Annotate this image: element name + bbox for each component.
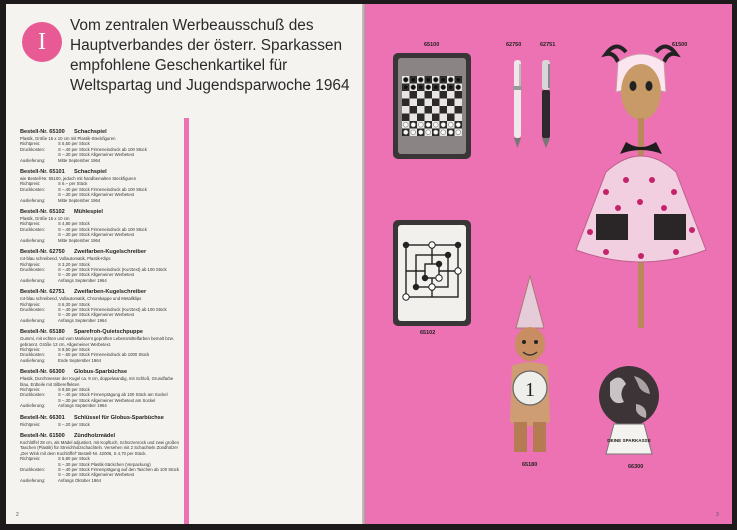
chess-square bbox=[440, 91, 448, 99]
product-name: Zweifarben-Kugelschreiber bbox=[74, 249, 147, 256]
order-number: Bestell-Nr. 65101 bbox=[20, 169, 65, 176]
detail-label: Richtpreis: bbox=[20, 456, 41, 462]
detail-label: Druckkosten: bbox=[20, 306, 46, 312]
chess-square bbox=[417, 91, 425, 99]
product-entry-header bbox=[20, 329, 182, 336]
detail-value: S –.40 per Stück Firmeneindruck ab 100 Stück bbox=[58, 186, 147, 192]
chess-square bbox=[417, 99, 425, 107]
detail-label: Druckkosten: bbox=[20, 146, 46, 152]
chess-set-image bbox=[392, 52, 472, 160]
chess-square bbox=[440, 99, 448, 107]
detail-label: Auslieferung: bbox=[20, 237, 46, 243]
order-number: Bestell-Nr. 65180 bbox=[20, 329, 65, 336]
detail-label: Richtpreis: bbox=[20, 346, 41, 352]
detail-value: S –.30 per Stück Allgemeiner Werbetext bbox=[58, 192, 135, 198]
chess-piece bbox=[411, 85, 416, 90]
chess-piece bbox=[456, 122, 461, 127]
detail-label: Richtpreis: bbox=[20, 181, 41, 187]
chess-square bbox=[402, 91, 410, 99]
product-entry bbox=[20, 249, 182, 283]
product-entry bbox=[20, 169, 182, 203]
page-number-right: 3 bbox=[716, 512, 719, 518]
product-entry bbox=[20, 433, 182, 483]
detail-value: S 3,20 per Stück bbox=[58, 261, 90, 267]
order-number: Bestell-Nr. 65100 bbox=[20, 129, 65, 135]
pen-62751 bbox=[542, 60, 550, 148]
left-page bbox=[6, 4, 364, 524]
product-entry bbox=[20, 329, 182, 363]
product-detail-row bbox=[20, 278, 182, 283]
chess-square bbox=[425, 91, 433, 99]
chess-piece bbox=[448, 122, 453, 127]
accent-bar bbox=[184, 118, 189, 524]
chess-square bbox=[410, 91, 418, 99]
detail-value: S 8,50 per Stück bbox=[58, 387, 90, 392]
page-number-left: 2 bbox=[16, 512, 19, 518]
label-mill: 65102 bbox=[420, 330, 436, 336]
detail-label: Druckkosten: bbox=[20, 352, 46, 358]
detail-label: Auslieferung: bbox=[20, 403, 46, 409]
product-detail-row bbox=[20, 198, 182, 203]
product-description: Plastik, Durchmesser der Kugel ca. 9 cm, doppelwandig, mit Schloß, Grundfarbe blau, Erdteile mit Silbereffekten bbox=[20, 376, 174, 387]
product-description: Plastik, Größe 15 x 10 cm mit Plastik-Steckfiguren bbox=[20, 136, 116, 141]
product-detail-row bbox=[20, 158, 182, 163]
order-number: Bestell-Nr. 62750 bbox=[20, 249, 65, 256]
chess-square bbox=[425, 106, 433, 114]
chess-piece bbox=[441, 130, 446, 135]
chess-piece bbox=[418, 130, 423, 135]
chess-square bbox=[447, 106, 455, 114]
chess-piece bbox=[441, 122, 446, 127]
detail-label: Richtpreis: bbox=[20, 221, 41, 227]
detail-value: Mitte September 1964 bbox=[58, 157, 101, 163]
chess-square bbox=[432, 99, 440, 107]
detail-value: S 5,50 per Stück bbox=[58, 141, 90, 147]
chess-piece bbox=[411, 122, 416, 127]
product-name: Zweifarben-Kugelschreiber bbox=[74, 289, 147, 296]
detail-label: Richtpreis: bbox=[20, 387, 41, 392]
product-description: rot-blau schreibend, Vollautomatik, Chromkappe und Metallklips bbox=[20, 296, 142, 302]
chess-piece bbox=[426, 77, 431, 82]
product-description: Kochlöffel 28 cm, als Mädel adjustiert, mit Kopftuch, Schürzenrock und zwei großen Taschen (Plastik) für Streichholzschachteln. Versehen mit 2 Schachteln Zündhölzer „Der Wink mit dem Kochlöffel" Bestell-Nr. 42006, S 4,70 per Stück. bbox=[20, 440, 179, 456]
chess-piece bbox=[456, 130, 461, 135]
detail-value: S –.40 per Stück Firmeneindruck (Kurztext) ab 100 Stück bbox=[58, 306, 167, 312]
mill-game-image bbox=[392, 219, 472, 327]
detail-value: Ende September 1964 bbox=[58, 357, 102, 363]
detail-value: Anfangs Oktober 1964 bbox=[58, 477, 101, 483]
product-detail-row bbox=[20, 238, 182, 243]
detail-value: S –.30 per Stück Allgemeiner Werbetext bbox=[58, 232, 135, 238]
chess-square bbox=[410, 106, 418, 114]
detail-value: S 4,80 per Stück bbox=[58, 221, 90, 227]
label-pen-2: 62751 bbox=[540, 42, 556, 48]
chess-piece bbox=[418, 77, 423, 82]
order-number: Bestell-Nr. 61500 bbox=[20, 433, 65, 440]
chess-square bbox=[447, 99, 455, 107]
chess-piece bbox=[433, 85, 438, 90]
product-detail-row bbox=[20, 422, 182, 427]
product-detail-row bbox=[20, 478, 182, 483]
chess-piece bbox=[426, 122, 431, 127]
detail-value: S 6,30 per Stück bbox=[58, 301, 90, 307]
detail-value: Anfangs September 1964 bbox=[58, 277, 107, 283]
page-heading bbox=[70, 16, 364, 96]
chess-piece bbox=[433, 130, 438, 135]
label-globe: 66300 bbox=[628, 464, 644, 470]
chess-piece bbox=[448, 130, 453, 135]
detail-value: S –.40 per Stück Firmenprägung ab 100 Stück am Sockel bbox=[58, 392, 168, 398]
product-entry-header bbox=[20, 289, 182, 296]
chess-piece bbox=[418, 85, 423, 90]
chess-square bbox=[432, 114, 440, 122]
chess-square bbox=[455, 99, 463, 107]
chess-piece bbox=[426, 130, 431, 135]
order-number: Bestell-Nr. 62751 bbox=[20, 289, 65, 296]
detail-value: Mitte September 1964 bbox=[58, 237, 101, 243]
detail-label: Druckkosten: bbox=[20, 467, 46, 473]
right-page bbox=[366, 4, 732, 524]
chess-square bbox=[447, 114, 455, 122]
chess-square bbox=[440, 106, 448, 114]
chess-piece bbox=[426, 85, 431, 90]
detail-label: Richtpreis: bbox=[20, 421, 41, 427]
pens-image bbox=[508, 56, 558, 152]
product-description: Gummi, mit echten und vom Markiarnt geprüften Lebensmittelfarben bemalt bzw. gebrannt. Größe 13 cm, Allgemeiner Werbetext. bbox=[20, 336, 174, 347]
chess-square bbox=[432, 106, 440, 114]
chess-piece bbox=[403, 130, 408, 135]
detail-label: Druckkosten: bbox=[20, 186, 46, 192]
heading-line: Vom zentralen Werbeausschuß des bbox=[70, 17, 314, 34]
chess-piece bbox=[456, 77, 461, 82]
detail-value: S –.30 per Stück Allgemeiner Werbetext bbox=[58, 312, 135, 318]
detail-value: S –.40 per Stück Firmeneindruck ab 100 Stück bbox=[58, 226, 147, 232]
detail-label: Druckkosten: bbox=[20, 226, 46, 232]
chess-piece bbox=[411, 77, 416, 82]
detail-value: S –.50 per Stück Firmeneindruck ab 1000 Stück bbox=[58, 352, 150, 358]
detail-value: S 6.– per Stück bbox=[58, 181, 88, 187]
detail-label: Auslieferung: bbox=[20, 277, 46, 283]
chess-piece bbox=[433, 77, 438, 82]
chess-square bbox=[417, 114, 425, 122]
detail-label: Auslieferung: bbox=[20, 197, 46, 203]
detail-value: S –.40 per Stück Firmenprägung auf den Taschen ab 100 Stück bbox=[58, 467, 180, 473]
heading-line: empfohlene Geschenkartikel für bbox=[70, 57, 288, 74]
order-number: Bestell-Nr. 65102 bbox=[20, 209, 65, 216]
globe-base-text: DEINE SPARKASSE bbox=[607, 438, 651, 443]
chess-square bbox=[417, 106, 425, 114]
detail-label: Auslieferung: bbox=[20, 477, 46, 483]
product-name: Schlüssel für Globus-Sparbüchse bbox=[74, 414, 164, 421]
chess-square bbox=[425, 99, 433, 107]
detail-value: S 5,80 per Stück bbox=[58, 456, 90, 462]
coin-number: 1 bbox=[525, 379, 535, 401]
chess-square bbox=[455, 91, 463, 99]
product-name: Sparefroh-Quietschpuppe bbox=[74, 329, 143, 336]
product-name: Schachspiel bbox=[74, 169, 107, 176]
chess-piece bbox=[441, 77, 446, 82]
product-detail-row bbox=[20, 318, 182, 323]
chess-square bbox=[455, 106, 463, 114]
chess-piece bbox=[403, 85, 408, 90]
chess-piece bbox=[433, 122, 438, 127]
product-entry bbox=[20, 369, 182, 408]
product-name: Globus-Sparbüchse bbox=[74, 369, 128, 376]
detail-label: Druckkosten: bbox=[20, 266, 46, 272]
chess-square bbox=[402, 106, 410, 114]
detail-value: S –.40 per Stück Firmeneindruck ab 100 Stück bbox=[58, 146, 147, 152]
product-entry bbox=[20, 129, 182, 163]
detail-value: S –.20 per Stück bbox=[58, 421, 90, 427]
label-figure: 65180 bbox=[522, 462, 538, 468]
detail-value: S –.30 per Stück Allgemeiner Werbetext bbox=[58, 272, 135, 278]
chess-square bbox=[425, 114, 433, 122]
detail-value: S 8,50 per Stück bbox=[58, 346, 90, 352]
label-match-girl: 61500 bbox=[672, 42, 688, 48]
product-entry-header bbox=[20, 249, 182, 256]
globe-bank-image bbox=[596, 362, 662, 462]
product-entry-header bbox=[20, 169, 182, 176]
chess-square bbox=[410, 99, 418, 107]
label-pen-1: 62750 bbox=[506, 42, 522, 48]
heading-line: Weltspartag und Jugendsparwoche 1964 bbox=[70, 77, 350, 94]
product-description: rot-blau schreibend, Vollautomatik, Plastik-Klips bbox=[20, 256, 111, 262]
product-detail-row bbox=[20, 358, 182, 363]
product-entry-header bbox=[20, 369, 182, 376]
section-number-badge: I bbox=[22, 22, 62, 62]
product-entry bbox=[20, 209, 182, 243]
chess-piece bbox=[441, 85, 446, 90]
detail-value: S –.40 per Stück Firmeneindruck (Kurztext) ab 100 Stück bbox=[58, 266, 167, 272]
product-list bbox=[20, 129, 182, 489]
detail-value: Anfangs September 1964 bbox=[58, 403, 107, 409]
chess-square bbox=[455, 114, 463, 122]
product-name: Schachspiel bbox=[74, 129, 107, 135]
detail-label: Auslieferung: bbox=[20, 317, 46, 323]
detail-label: Auslieferung: bbox=[20, 357, 46, 363]
chess-piece bbox=[403, 77, 408, 82]
product-entry-header bbox=[20, 415, 182, 422]
chess-square bbox=[440, 114, 448, 122]
detail-value: Mitte September 1964 bbox=[58, 197, 101, 203]
sparefroh-figure-image bbox=[500, 272, 560, 458]
chess-square bbox=[402, 99, 410, 107]
chess-square bbox=[410, 114, 418, 122]
detail-label: Auslieferung: bbox=[20, 157, 46, 163]
product-entry-header bbox=[20, 129, 182, 136]
chess-square bbox=[402, 114, 410, 122]
detail-value: S –.30 per Stück Plastik-Säckchen (Verpackung) bbox=[58, 461, 151, 467]
detail-value: Anfangs September 1964 bbox=[58, 317, 107, 323]
order-number: Bestell-Nr. 66301 bbox=[20, 414, 65, 421]
product-description: Plastik, Größe 15 x 10 cm bbox=[20, 216, 70, 222]
detail-label: Richtpreis: bbox=[20, 261, 41, 267]
chess-piece bbox=[448, 77, 453, 82]
chess-piece bbox=[456, 85, 461, 90]
label-chess: 65100 bbox=[424, 42, 440, 48]
detail-value: S –.30 per Stück Allgemeiner Werbetext am Sockel bbox=[58, 397, 156, 403]
chess-square bbox=[447, 91, 455, 99]
detail-label: Druckkosten: bbox=[20, 392, 46, 398]
product-name: Mühlespiel bbox=[74, 209, 103, 216]
product-detail-row bbox=[20, 403, 182, 408]
product-entry bbox=[20, 289, 182, 323]
product-name: Zündholzmädel bbox=[74, 433, 116, 440]
chess-piece bbox=[403, 122, 408, 127]
chess-piece bbox=[418, 122, 423, 127]
pen-62750 bbox=[513, 60, 522, 148]
product-entry bbox=[20, 415, 182, 427]
heading-line: Hauptverbandes der österr. Sparkassen bbox=[70, 37, 343, 54]
product-entry-header bbox=[20, 433, 182, 440]
chess-piece bbox=[411, 130, 416, 135]
order-number: Bestell-Nr. 66300 bbox=[20, 369, 65, 376]
detail-value: S –.30 per Stück Allgemeiner Werbetext bbox=[58, 472, 135, 478]
detail-value: S –.30 per Stück Allgemeiner Werbetext bbox=[58, 152, 135, 158]
detail-label: Richtpreis: bbox=[20, 301, 41, 307]
chess-piece bbox=[448, 85, 453, 90]
detail-label: Richtpreis: bbox=[20, 141, 41, 147]
match-girl-image bbox=[566, 42, 716, 332]
product-entry-header bbox=[20, 209, 182, 216]
chess-square bbox=[432, 91, 440, 99]
product-description: wie Bestell-Nr. 65100, jedoch mit handbemalten Steckfiguren bbox=[20, 176, 137, 182]
